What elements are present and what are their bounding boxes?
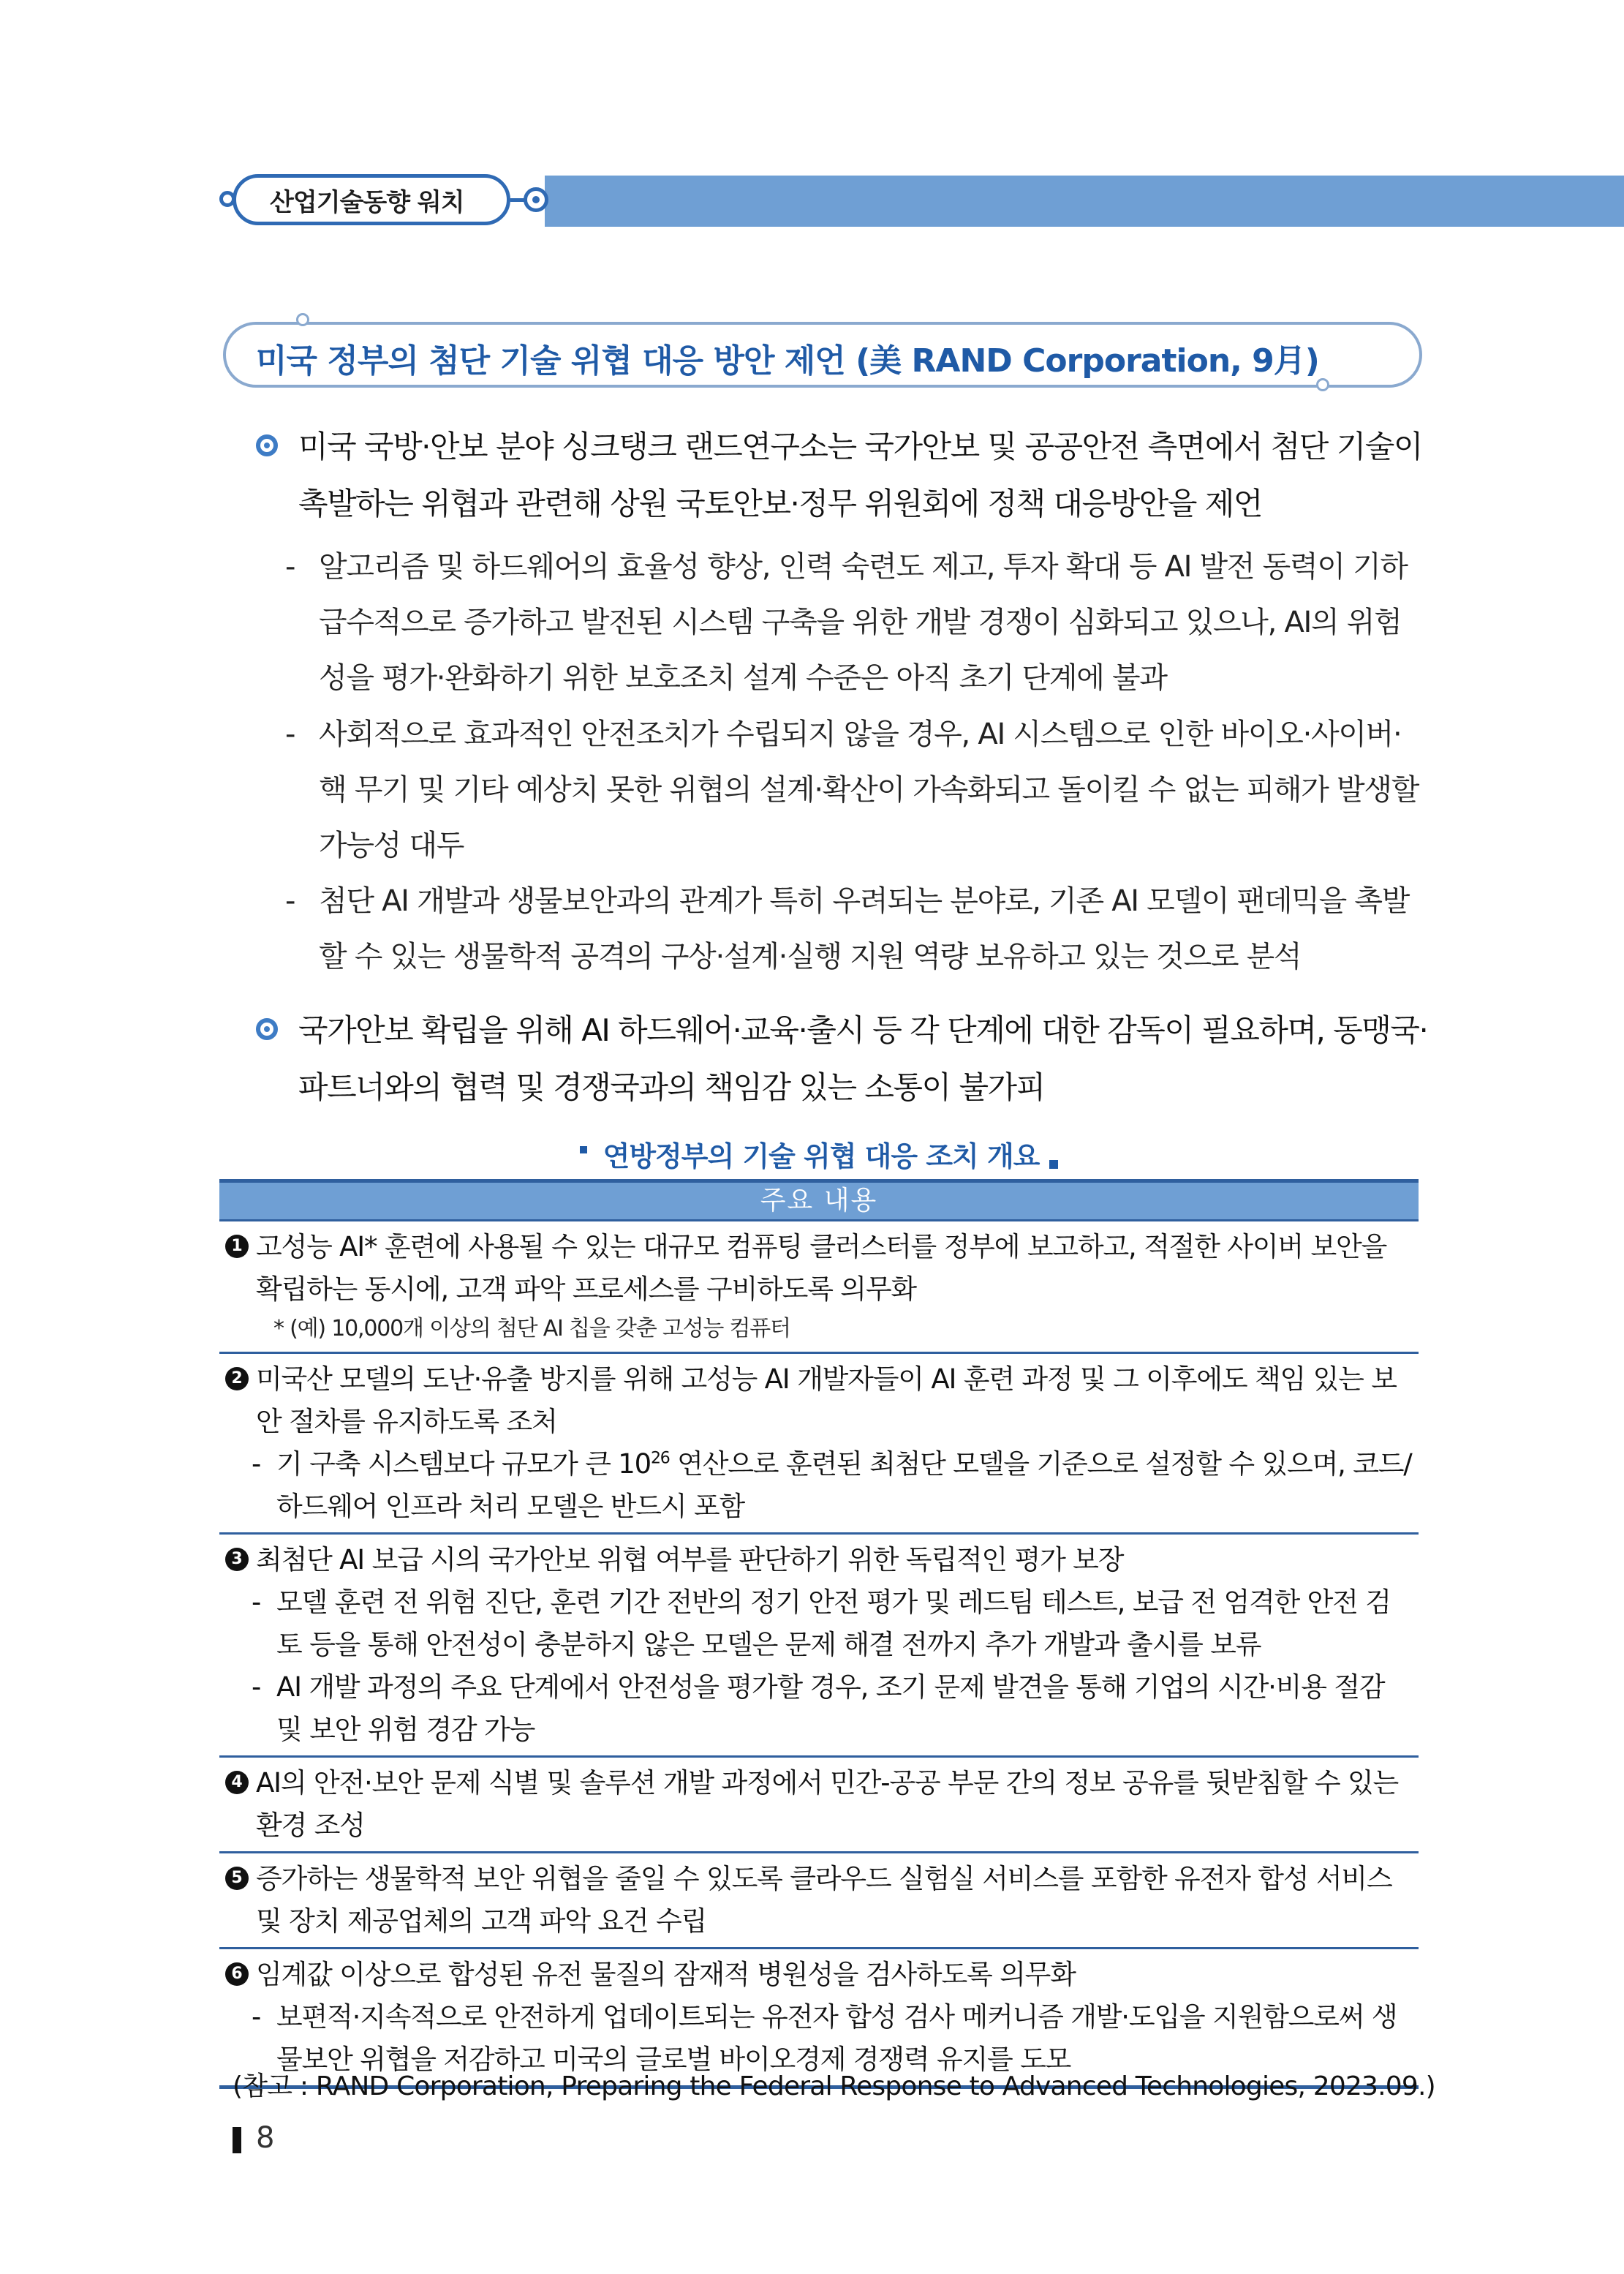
source-citation: (참고 : RAND Corporation, Preparing the Federal Response to Advanced Technologies, 2023.09.) <box>233 2071 1435 2101</box>
measures-table <box>219 1179 1419 2089</box>
row-footnote: * (예) 10,000개 이상의 첨단 AI 칩을 갖춘 고성능 컴퓨터 <box>273 1316 790 1341</box>
sub-item-text: 알고리즘 및 하드웨어의 효율성 향상, 인력 숙련도 제고, 투자 확대 등 AI 발전 동력이 기하급수적으로 증가하고 발전된 시스템 구축을 위한 개발 경쟁이 심화되고 있으나, AI의 위험성을 평가·완화하기 위한 보호조치 설계 수준은 아직 초기 단계에 불과 <box>319 550 1408 695</box>
header-band <box>545 176 1624 227</box>
bullet-circle-icon <box>256 1018 278 1040</box>
row-sub-text-before: 기 구축 시스템보다 규모가 큰 10 <box>276 1448 651 1480</box>
bullet-2-text: 국가안보 확립을 위해 AI 하드웨어·교육·출시 등 각 단계에 대한 감독이 필요하며, 동맹국·파트너와의 협력 및 경쟁국과의 책임감 있는 소통이 불가피 <box>298 1012 1428 1105</box>
table-row <box>219 1352 1419 1532</box>
bullet-circle-icon <box>256 434 278 456</box>
sub-item-1-2 <box>285 707 1426 873</box>
bullet-1 <box>249 418 1433 532</box>
row-sub-text: 보편적·지속적으로 안전하게 업데이트되는 유전자 합성 검사 메커니즘 개발·도입을 지원함으로써 생물보안 위협을 저감하고 미국의 글로벌 바이오경제 경쟁력 유지를 도모 <box>276 2001 1397 2075</box>
sub-item-text: 첨단 AI 개발과 생물보안과의 관계가 특히 우려되는 분야로, 기존 AI 모델이 팬데믹을 촉발할 수 있는 생물학적 공격의 구상·설계·실행 지원 역량 보유하고 있는 것으로 분석 <box>319 884 1410 974</box>
row-sub-item <box>225 1666 1413 1751</box>
page-number-bar <box>233 2127 241 2153</box>
bullet-1-text: 미국 국방·안보 분야 싱크탱크 랜드연구소는 국가안보 및 공공안전 측면에서 첨단 기술이 촉발하는 위협과 관련해 상원 국토안보·정무 위원회에 정책 대응방안을 제언 <box>298 429 1422 522</box>
caption-square-icon <box>580 1146 587 1153</box>
row-sub-item <box>225 1581 1413 1666</box>
header-label: 산업기술동향 워치 <box>233 174 510 225</box>
article-title: 미국 정부의 첨단 기술 위협 대응 방안 제언 (美 RAND Corporation, 9月) <box>256 342 1319 380</box>
table-row <box>219 1532 1419 1755</box>
number-badge-4-icon: 4 <box>225 1771 249 1794</box>
header-dot-right <box>524 187 548 212</box>
row-sub-item <box>225 1443 1413 1528</box>
row-text: 미국산 모델의 도난·유출 방지를 위해 고성능 AI 개발자들이 AI 훈련 과정 및 그 이후에도 책임 있는 보안 절차를 유지하도록 조처 <box>256 1363 1397 1437</box>
number-badge-5-icon: 5 <box>225 1867 249 1890</box>
table-caption-text: 연방정부의 기술 위협 대응 조치 개요 <box>603 1140 1040 1172</box>
sub-item-1-1 <box>285 539 1426 706</box>
page-number: 8 <box>256 2121 275 2155</box>
row-text: 고성능 AI* 훈련에 사용될 수 있는 대규모 컴퓨팅 클러스터를 정부에 보고하고, 적절한 사이버 보안을 확립하는 동시에, 고객 파악 프로세스를 구비하도록 의무화 <box>256 1231 1387 1305</box>
dash-marker: - <box>285 884 295 918</box>
row-text: 최첨단 AI 보급 시의 국가안보 위협 여부를 판단하기 위한 독립적인 평가 보장 <box>256 1544 1124 1575</box>
sub-item-1-3 <box>285 873 1426 984</box>
exponent: 26 <box>651 1449 670 1468</box>
dash-marker: - <box>285 550 295 584</box>
dash-marker: - <box>252 1448 261 1480</box>
dash-marker: - <box>285 718 295 751</box>
row-text: AI의 안전·보안 문제 식별 및 솔루션 개발 과정에서 민간-공공 부문 간의 정보 공유를 뒷받침할 수 있는 환경 조성 <box>256 1767 1399 1841</box>
bullet-2 <box>249 1002 1433 1116</box>
sub-item-text: 사회적으로 효과적인 안전조치가 수립되지 않을 경우, AI 시스템으로 인한 바이오·사이버·핵 무기 및 기타 예상치 못한 위협의 설계·확산이 가속화되고 돌이킬 수 없는 피해가 발생할 가능성 대두 <box>319 718 1419 862</box>
table-row <box>219 1755 1419 1851</box>
number-badge-3-icon: 3 <box>225 1548 249 1571</box>
table-caption <box>219 1134 1419 1174</box>
row-sub-text: AI 개발 과정의 주요 단계에서 안전성을 평가할 경우, 조기 문제 발견을 통해 기업의 시간·비용 절감 및 보안 위험 경감 가능 <box>276 1671 1385 1745</box>
dash-marker: - <box>252 1586 261 1618</box>
row-text: 임계값 이상으로 합성된 유전 물질의 잠재적 병원성을 검사하도록 의무화 <box>256 1959 1076 1990</box>
title-deco-top <box>296 313 309 326</box>
number-badge-1-icon: 1 <box>225 1235 249 1258</box>
row-sub-text-after: 연산으로 훈련된 최첨단 모델을 기준으로 설정할 수 있으며, 코드/하드웨어 인프라 처리 모델은 반드시 포함 <box>276 1448 1412 1522</box>
caption-square-icon <box>1049 1160 1058 1169</box>
table-row <box>219 1219 1419 1352</box>
row-sub-text: 모델 훈련 전 위험 진단, 훈련 기간 전반의 정기 안전 평가 및 레드팀 테스트, 보급 전 엄격한 안전 검토 등을 통해 안전성이 충분하지 않은 모델은 문제 해결 전까지 추가 개발과 출시를 보류 <box>276 1586 1391 1660</box>
table-header: 주요 내용 <box>219 1183 1419 1219</box>
number-badge-6-icon: 6 <box>225 1962 249 1986</box>
dash-marker: - <box>252 1671 261 1703</box>
row-text: 증가하는 생물학적 보안 위협을 줄일 수 있도록 클라우드 실험실 서비스를 포함한 유전자 합성 서비스 및 장치 제공업체의 고객 파악 요건 수립 <box>256 1863 1392 1937</box>
dash-marker: - <box>252 2001 261 2033</box>
number-badge-2-icon: 2 <box>225 1367 249 1390</box>
table-row <box>219 1851 1419 1947</box>
